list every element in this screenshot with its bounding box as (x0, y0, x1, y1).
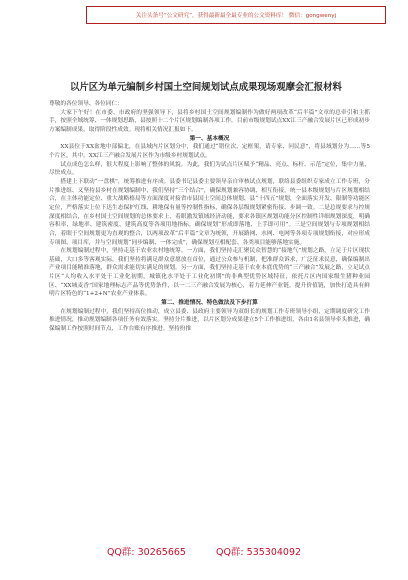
footer-qq-group-1: QQ群: 30265665 (106, 547, 186, 558)
paragraph: XX县位于XX盆地中部偏北，在县域内片区划分中，我们通过“错位次、定框架，请专家、问民意”，将县域划分为……等5个片区。其中，XX江三产融合发展片区作为市级乡村规划试点。 (49, 144, 370, 159)
footer-qq-group-2: QQ群: 535304092 (215, 547, 302, 558)
document-body (49, 100, 370, 334)
paragraph: 试点成色怎么样，很大程度上影响了整体的风貌。为此，我们为试点片区赋予“精品、亮点、标杆、示范”定位，集中力量、尽快成点。 (49, 161, 370, 177)
footer (0, 541, 408, 561)
paragraph: 在规划编制过程中，我们坚持高位推动，成立县委、县政府主要领导为双组长的规划工作专班领导小组，定期调度研究工作推进情况，推动规划编制各项任务有效落实。坚持分片推进，以片区划分成果建立5个工作推进组，各由1名县领导牵头推进，确保编制工作按照时间节点、工作台账有序推进。坚持扮推 (49, 308, 370, 333)
paragraph: 在规划编制过程中，坚持走基于农业农村地统筹。一方面，我们坚持走汇聚民众智慧的“接地气”规划之路，立足于片区现状基础，大口多等客观实际，我们坚持将满足群众意愿放在首位，通过公众参与机制，把准群众诉求，广泛征求民意，确保编制出产业项目能精准落地，群众需求能切实满足的规划。另一方面，我们坚持走基于农业本底优势的“三产融合”发展之路，立足试点片区“人均收入水平处于工业化初期，城镇化水平处于工业化初期”的非典型优势区域特征，依托片区内国家级生猪种业园区、“XX城麦香”国家地理标志产品等优势条件，以一二三产融合发展为核心，着力延伸产业链，提升价值链，加快打造具有鲜明片区特色的“1+2+N”农业产业体系。 (49, 248, 370, 298)
section-heading: 第二、推进情况、特色做法及下步打算 (161, 300, 258, 307)
salutation: 尊敬的各位领导、各位同仁： (49, 101, 123, 107)
promo-banner: 关注头条号“公文研究”，获得最新最全最专业的公文资料库！ 微信：gongwenyj (86, 6, 386, 24)
paragraph-list (49, 109, 370, 334)
paragraph: 搭建上下联动“一盘棋”，统筹推进有序成。县委书记县委主要领导亲自审核试点规划，联络县委组织专家成立工作专班，分片推进组、又坚持县乡村在规划编制中，我们坚持“三个结合”，确保规划兼容协调、相互衔接，统一县本级规划与片区规划相结合，在主体功能定位、重大战略格局等方面深度对接省市县国土空间总体规划、县“十四五”规划，全面落实开发、限制等功能区定位，严格落实上位下达生态保护红线、耕地保有量等控制性指标，确保各层级规划紧密衔接、步调一致。二是总规要求与控规深度相结合，在乡村国土空间规划的总体要求上，着眼激发镇域经济动能，要求各镇区规划功能分区控制性详细规划深度，明确容积率、绿地率、建筑密度、建筑高度等各项用地指标，确保规划“形成即落地、上手即可用”。三是空间规划与专项规划相结合，着眼于空间规划更为直观的整合，以两项改革“后半篇”文章为统领，开展路网、水网、电网等各项专项规划衔接，对应形成专项图、项目库，并与空间规划“同步编制、一体完成”，确保规划互相配套、各类项目能够落地实施。 (49, 178, 370, 246)
section-heading: 第一、基本概况 (189, 135, 230, 142)
paragraph: 大家下午好！在市委、市政府的坚强领导下，县将乡村国土空间规划编制作为做好两项改革“后半篇”文章的总牵引和主抓手，按照全域统筹、一体规划思路，县按照十二个片区规划编制各项工作，目前市级规划试点XX江三产融合发展片区已形成初步方案编制成果，取得阶段性成效。现将相关情况汇报如下。 (49, 109, 370, 133)
document-title: 以片区为单元编制乡村国土空间规划试点成果现场观摩会汇报材料 (70, 82, 342, 93)
